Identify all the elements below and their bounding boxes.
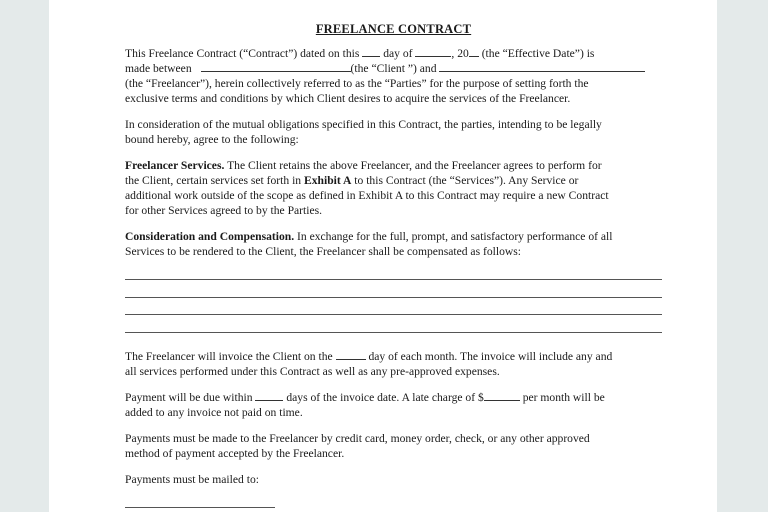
intro-line-4: exclusive terms and conditions by which Client desires to acquire the services of the Freelancer. [125, 92, 571, 105]
payment-due-line-2: added to any invoice not paid on time. [125, 406, 303, 419]
intro-text: made between [125, 62, 192, 75]
payment-due-text: Payment will be due within [125, 391, 253, 404]
freelancer-name-blank[interactable] [439, 61, 645, 72]
services-line-3: additional work outside of the scope as defined in Exhibit A to this Contract may require a new Contract [125, 189, 609, 202]
document-title: FREELANCE CONTRACT [315, 22, 472, 36]
payment-method-line-1: Payments must be made to the Freelancer by credit card, money order, check, or any other approved [125, 432, 590, 445]
mailing-paragraph [125, 472, 662, 487]
compensation-text: In exchange for the full, prompt, and satisfactory performance of all [294, 230, 613, 243]
payment-due-text: days of the invoice date. A late charge of $ [286, 391, 484, 404]
exhibit-a-ref: Exhibit A [304, 174, 352, 187]
compensation-blank-line[interactable] [125, 297, 662, 298]
services-text: the Client, certain services set forth in [125, 174, 305, 187]
compensation-blank-lines [125, 279, 662, 333]
intro-text: This Freelance Contract (“Contract”) dated on this [125, 47, 360, 60]
mailing-address-blank[interactable] [125, 507, 275, 508]
freelancer-services-paragraph [125, 158, 662, 218]
invoice-day-blank[interactable] [336, 349, 366, 360]
intro-text: , 20 [451, 47, 469, 60]
services-line-2 [125, 173, 662, 188]
services-text: to this Contract (the “Services”). Any Service or [351, 174, 579, 187]
mailing-line: Payments must be mailed to: [125, 473, 259, 486]
intro-text: (the “Client ”) and [350, 62, 437, 75]
payment-due-paragraph [125, 390, 662, 420]
compensation-heading: Consideration and Compensation. [125, 230, 295, 243]
consideration-paragraph [125, 117, 662, 147]
compensation-line-1 [125, 229, 662, 244]
compensation-blank-line[interactable] [125, 332, 662, 333]
services-heading: Freelancer Services. [125, 159, 225, 172]
invoice-text: day of each month. The invoice will include any and [368, 350, 613, 363]
client-name-blank[interactable] [201, 61, 351, 72]
consideration-line-2: bound hereby, agree to the following: [125, 133, 299, 146]
services-line-4: for other Services agreed to by the Parties. [125, 204, 323, 217]
compensation-line-2: Services to be rendered to the Client, the Freelancer shall be compensated as follows: [125, 245, 521, 258]
invoice-text: The Freelancer will invoice the Client on the [125, 350, 333, 363]
day-blank[interactable] [362, 46, 380, 57]
invoice-line-2: all services performed under this Contract as well as any pre-approved expenses. [125, 365, 500, 378]
payment-due-line-1 [125, 390, 662, 405]
invoice-paragraph [125, 349, 662, 379]
compensation-paragraph [125, 229, 662, 259]
intro-text: (the “Effective Date”) is [481, 47, 595, 60]
intro-line-2 [125, 61, 662, 76]
intro-paragraph [125, 46, 662, 106]
due-days-blank[interactable] [255, 390, 283, 401]
payment-method-paragraph [125, 431, 662, 461]
consideration-line-1: In consideration of the mutual obligations specified in this Contract, the parties, intending to be legally [125, 118, 602, 131]
payment-method-line-2: method of payment accepted by the Freelancer. [125, 447, 345, 460]
services-line-1 [125, 158, 662, 173]
late-charge-blank[interactable] [484, 390, 520, 401]
compensation-blank-line[interactable] [125, 279, 662, 280]
services-text: The Client retains the above Freelancer, and the Freelancer agrees to perform for [224, 159, 602, 172]
compensation-blank-line[interactable] [125, 314, 662, 315]
payment-due-text: per month will be [522, 391, 605, 404]
month-blank[interactable] [415, 46, 451, 57]
intro-text: day of [383, 47, 413, 60]
invoice-line-1 [125, 349, 662, 364]
intro-line-3: (the “Freelancer”), herein collectively referred to as the “Parties” for the purpose of setting forth the [125, 77, 589, 90]
intro-line-1 [125, 46, 662, 61]
year-blank[interactable] [469, 46, 479, 57]
contract-page [49, 0, 717, 512]
